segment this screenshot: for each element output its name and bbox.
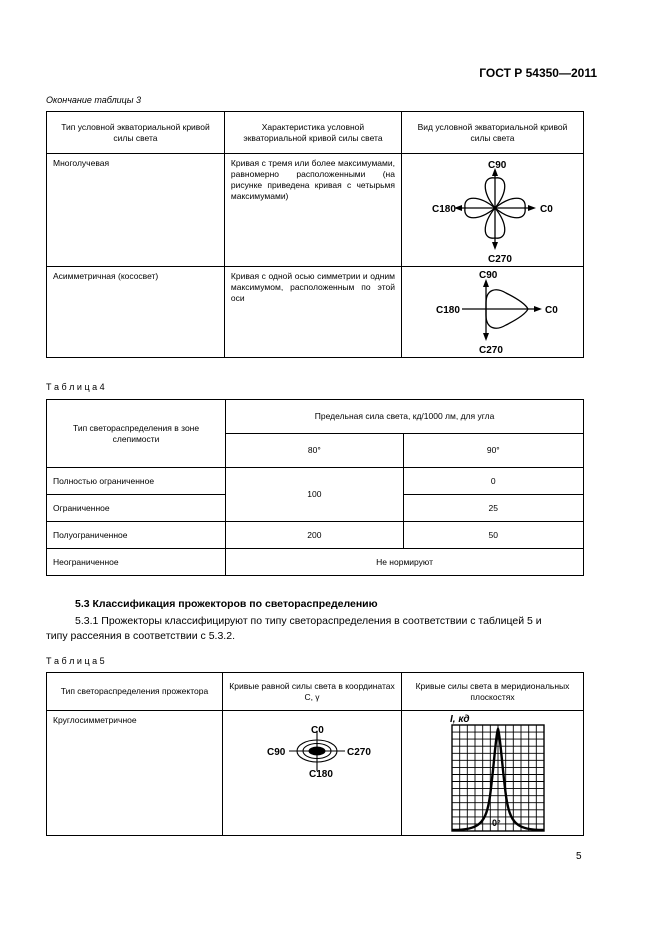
section-paragraph-line1: 5.3.1 Прожекторы классифицируют по типу светораспределения в соответствии с таблицей 5 и bbox=[75, 615, 542, 627]
table5-header-type: Тип светораспределения прожектора bbox=[47, 673, 223, 711]
table4-value-80: 200 bbox=[226, 522, 403, 549]
meridional-curve-svg bbox=[402, 711, 583, 835]
table3-header-view: Вид условной экваториальной кривой силы света bbox=[401, 112, 583, 154]
table3-row2-characteristic: Кривая с одной осью симметрии и одним максимумом, расположенным по этой оси bbox=[224, 267, 401, 358]
document-id: ГОСТ Р 54350—2011 bbox=[479, 66, 597, 80]
label-c90: C90 bbox=[487, 160, 507, 171]
multibeam-curve-figure bbox=[401, 154, 583, 267]
label-c180: C180 bbox=[431, 204, 456, 215]
label-c90: C90 bbox=[478, 270, 498, 281]
table4-value-90: 0 bbox=[403, 468, 583, 495]
table3 bbox=[46, 111, 584, 358]
multibeam-curve-svg bbox=[402, 154, 583, 266]
table4 bbox=[46, 399, 584, 576]
table4-row-type: Полностью ограниченное bbox=[47, 468, 226, 495]
table4-value-80: 100 bbox=[226, 468, 403, 522]
table4-caption: Т а б л и ц а 4 bbox=[46, 382, 105, 392]
iso-candela-svg bbox=[223, 711, 401, 835]
label-c0: C0 bbox=[539, 204, 553, 215]
label-c270: C270 bbox=[478, 345, 503, 356]
label-c0: C0 bbox=[544, 305, 558, 316]
curve-grid bbox=[452, 725, 544, 831]
table5-header-curves: Кривые силы света в меридиональных плоскостях bbox=[402, 673, 584, 711]
label-c180: C180 bbox=[309, 769, 333, 780]
table4-header-type: Тип светораспределения в зоне слепимости bbox=[47, 400, 226, 468]
label-c270: C270 bbox=[347, 747, 371, 758]
page-number: 5 bbox=[576, 851, 582, 862]
table3-caption: Окончание таблицы 3 bbox=[46, 95, 141, 105]
table-row bbox=[47, 267, 584, 358]
table-row bbox=[47, 468, 584, 495]
table4-header-80: 80° bbox=[226, 434, 403, 468]
table-row bbox=[47, 711, 584, 836]
table5 bbox=[46, 672, 584, 836]
table4-merged-value: Не нормируют bbox=[226, 549, 584, 576]
section-title: 5.3 Классификация прожекторов по светораспределению bbox=[75, 598, 378, 610]
label-c90: C90 bbox=[267, 747, 286, 758]
table3-row1-characteristic: Кривая с тремя или более максимумами, равномерно расположенными (на рисунке приведена кривая с четырьмя максимумами) bbox=[224, 154, 401, 267]
table3-header-characteristic: Характеристика условной экваториальной кривой силы света bbox=[224, 112, 401, 154]
asymmetric-curve-figure bbox=[401, 267, 583, 358]
label-c270: C270 bbox=[487, 254, 512, 265]
meridional-curve-figure bbox=[402, 711, 584, 836]
table3-row2-type: Асимметричная (кососвет) bbox=[47, 267, 225, 358]
section-paragraph-line2: типу рассеяния в соответствии с 5.3.2. bbox=[46, 630, 235, 642]
curve-zero-angle-label: 0° bbox=[492, 818, 501, 828]
label-c180: C180 bbox=[435, 305, 460, 316]
table4-value-90: 50 bbox=[403, 522, 583, 549]
table-row bbox=[47, 549, 584, 576]
table5-header-iso: Кривые равной силы света в координатах C, γ bbox=[223, 673, 402, 711]
table4-header-intensity: Предельная сила света, кд/1000 лм, для угла bbox=[226, 400, 584, 434]
table3-row1-type: Многолучевая bbox=[47, 154, 225, 267]
table4-row-type: Ограниченное bbox=[47, 495, 226, 522]
table4-row-type: Неограниченное bbox=[47, 549, 226, 576]
table-row bbox=[47, 154, 584, 267]
table5-caption: Т а б л и ц а 5 bbox=[46, 656, 105, 666]
table4-row-type: Полуограниченное bbox=[47, 522, 226, 549]
asymmetric-curve-svg bbox=[402, 267, 583, 357]
table5-row-type: Круглосимметричное bbox=[47, 711, 223, 836]
table4-value-90: 25 bbox=[403, 495, 583, 522]
table4-header-90: 90° bbox=[403, 434, 583, 468]
label-c0: C0 bbox=[311, 725, 324, 736]
axis-label-intensity: I, кд bbox=[450, 714, 470, 725]
iso-candela-figure bbox=[223, 711, 402, 836]
table3-header-type: Тип условной экваториальной кривой силы света bbox=[47, 112, 225, 154]
table-row bbox=[47, 522, 584, 549]
